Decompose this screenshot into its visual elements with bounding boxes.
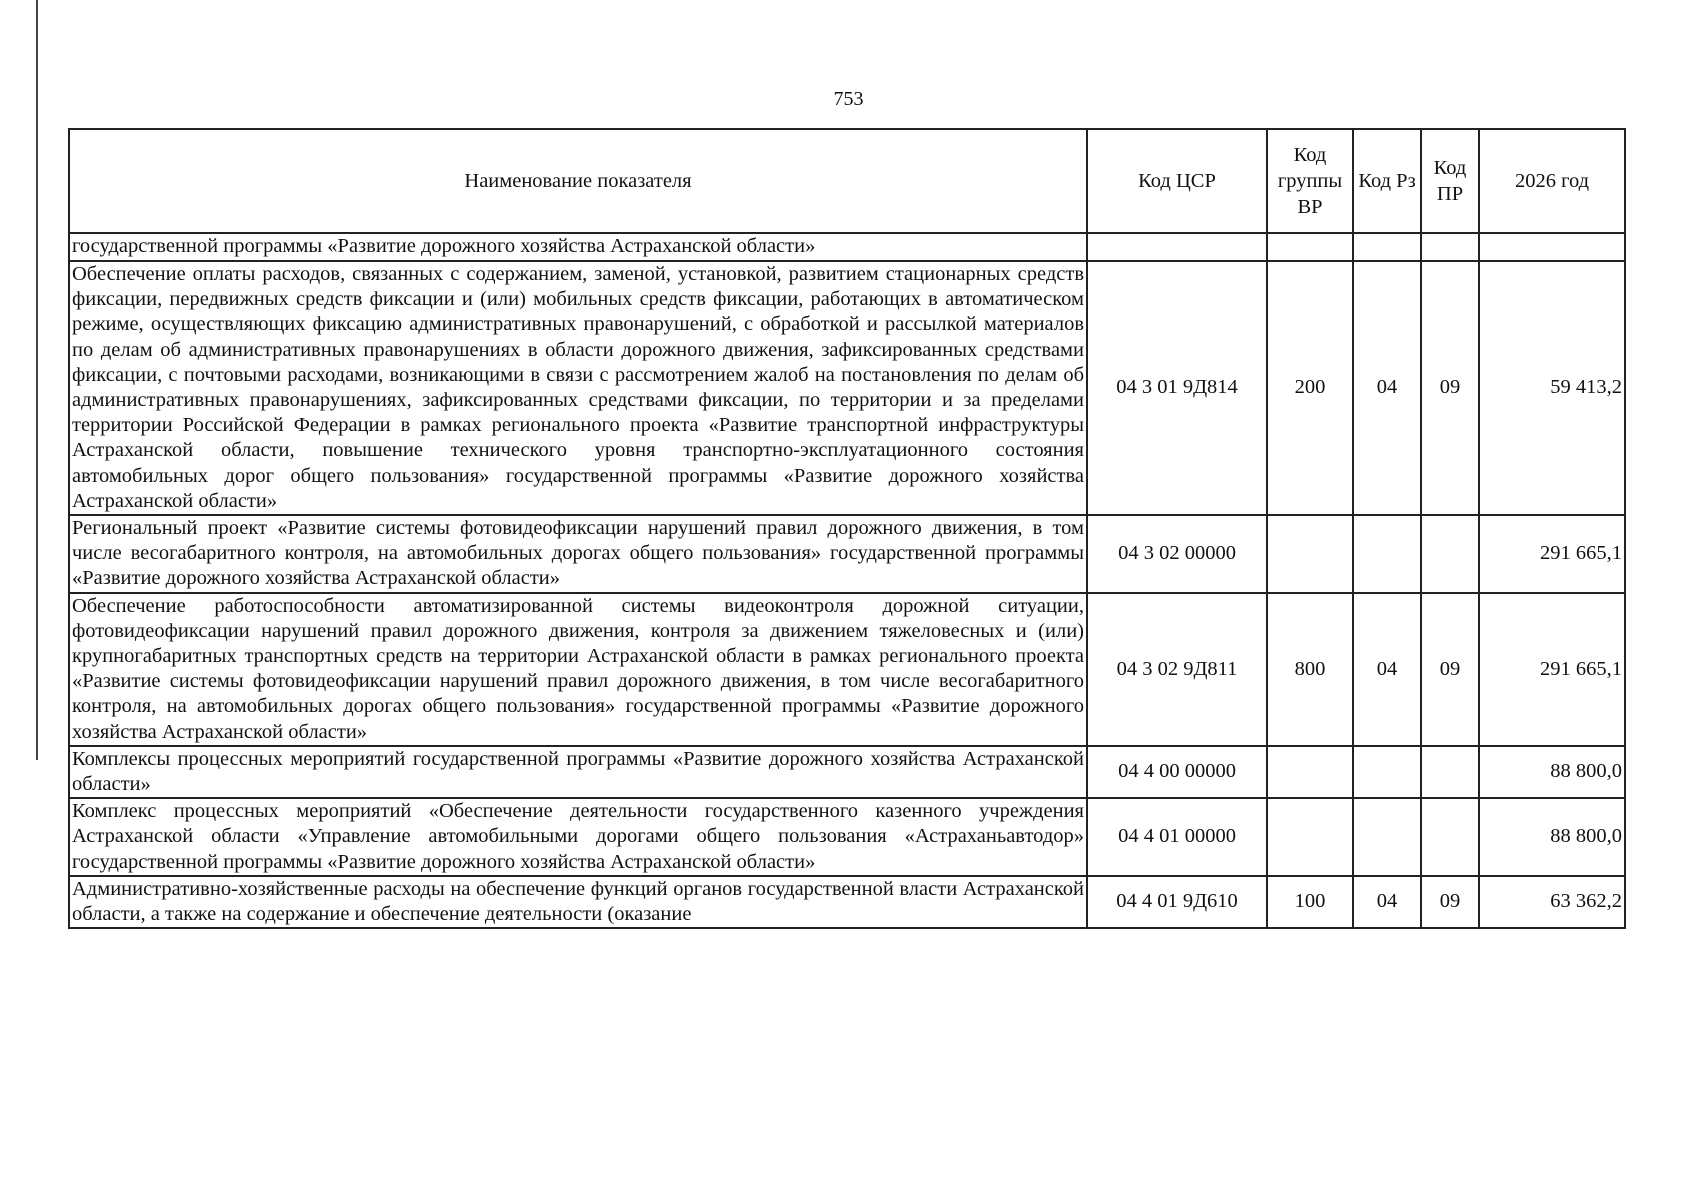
row-csr bbox=[1087, 233, 1267, 261]
row-vr bbox=[1267, 746, 1353, 798]
header-row bbox=[69, 129, 1625, 233]
page-number: 753 bbox=[833, 88, 864, 110]
row-name: Административно-хозяйственные расходы на обеспечение функций органов государственной власти Астраханской области, а также на содержание и обеспечение деятельности (оказание bbox=[69, 876, 1087, 928]
table-row bbox=[69, 233, 1625, 261]
row-csr: 04 3 01 9Д814 bbox=[1087, 261, 1267, 515]
row-vr: 800 bbox=[1267, 593, 1353, 746]
row-pr: 09 bbox=[1421, 261, 1479, 515]
table-row bbox=[69, 515, 1625, 593]
row-name: государственной программы «Развитие дорожного хозяйства Астраханской области» bbox=[69, 233, 1087, 261]
table-row bbox=[69, 593, 1625, 746]
row-name: Обеспечение оплаты расходов, связанных с содержанием, заменой, установкой, развитием стационарных средств фиксации, передвижных средств фиксации и (или) мобильных средств фиксации, работающих в автоматическом режиме, осуществляющих фиксацию административных правонарушений, с обработкой и рассылкой материалов по делам об административных правонарушениях в области дорожного движения, зафиксированных средствами фиксации, с почтовыми расходами, возникающими в связи с рассмотрением жалоб на постановления по делам об административных правонарушениях, зафиксированных средствами фиксации, по территории и за пределами территории Российской Федерации в рамках регионального проекта «Развитие транспортной инфраструктуры Астраханской области, повышение технического уровня транспортно-эксплуатационного состояния автомобильных дорог общего пользования» государственной программы «Развитие дорожного хозяйства Астраханской области» bbox=[69, 261, 1087, 515]
table-header bbox=[69, 129, 1625, 233]
table-row bbox=[69, 261, 1625, 515]
row-rz: 04 bbox=[1353, 593, 1421, 746]
header-year: 2026 год bbox=[1479, 129, 1625, 233]
row-csr: 04 4 01 9Д610 bbox=[1087, 876, 1267, 928]
row-amount: 59 413,2 bbox=[1479, 261, 1625, 515]
row-vr bbox=[1267, 233, 1353, 261]
row-amount: 291 665,1 bbox=[1479, 515, 1625, 593]
table-row bbox=[69, 798, 1625, 876]
table-row bbox=[69, 746, 1625, 798]
row-pr bbox=[1421, 746, 1479, 798]
row-vr: 100 bbox=[1267, 876, 1353, 928]
row-pr bbox=[1421, 233, 1479, 261]
header-pr: Код ПР bbox=[1421, 129, 1479, 233]
row-amount bbox=[1479, 233, 1625, 261]
row-name: Комплекс процессных мероприятий «Обеспечение деятельности государственного казенного учреждения Астраханской области «Управление автомобильными дорогами общего пользования «Астраханьавтодор» государственной программы «Развитие дорожного хозяйства Астраханской области» bbox=[69, 798, 1087, 876]
row-amount: 291 665,1 bbox=[1479, 593, 1625, 746]
row-rz: 04 bbox=[1353, 876, 1421, 928]
row-vr bbox=[1267, 515, 1353, 593]
row-rz bbox=[1353, 798, 1421, 876]
row-csr: 04 4 01 00000 bbox=[1087, 798, 1267, 876]
row-pr bbox=[1421, 798, 1479, 876]
row-rz: 04 bbox=[1353, 261, 1421, 515]
header-name: Наименование показателя bbox=[69, 129, 1087, 233]
header-rz: Код Рз bbox=[1353, 129, 1421, 233]
row-amount: 88 800,0 bbox=[1479, 798, 1625, 876]
row-csr: 04 4 00 00000 bbox=[1087, 746, 1267, 798]
row-name: Комплексы процессных мероприятий государственной программы «Развитие дорожного хозяйства Астраханской области» bbox=[69, 746, 1087, 798]
row-rz bbox=[1353, 746, 1421, 798]
table-row bbox=[69, 876, 1625, 928]
row-amount: 63 362,2 bbox=[1479, 876, 1625, 928]
budget-table bbox=[68, 128, 1626, 929]
row-pr bbox=[1421, 515, 1479, 593]
scan-edge-line bbox=[36, 0, 38, 760]
header-vr: Код группы ВР bbox=[1267, 129, 1353, 233]
row-name: Обеспечение работоспособности автоматизированной системы видеоконтроля дорожной ситуации, фотовидеофиксации нарушений правил дорожного движения, контроля за движением тяжеловесных и (или) крупногабаритных транспортных средств на территории Астраханской области в рамках регионального проекта «Развитие системы фотовидеофиксации нарушений правил дорожного движения, в том числе весогабаритного контроля, на автомобильных дорогах общего пользования» государственной программы «Развитие дорожного хозяйства Астраханской области» bbox=[69, 593, 1087, 746]
row-vr: 200 bbox=[1267, 261, 1353, 515]
row-csr: 04 3 02 9Д811 bbox=[1087, 593, 1267, 746]
header-csr: Код ЦСР bbox=[1087, 129, 1267, 233]
table-body bbox=[69, 233, 1625, 928]
row-rz bbox=[1353, 233, 1421, 261]
row-vr bbox=[1267, 798, 1353, 876]
row-pr: 09 bbox=[1421, 876, 1479, 928]
row-amount: 88 800,0 bbox=[1479, 746, 1625, 798]
row-csr: 04 3 02 00000 bbox=[1087, 515, 1267, 593]
row-name: Региональный проект «Развитие системы фотовидеофиксации нарушений правил дорожного движения, в том числе весогабаритного контроля, на автомобильных дорогах общего пользования» государственной программы «Развитие дорожного хозяйства Астраханской области» bbox=[69, 515, 1087, 593]
row-pr: 09 bbox=[1421, 593, 1479, 746]
row-rz bbox=[1353, 515, 1421, 593]
